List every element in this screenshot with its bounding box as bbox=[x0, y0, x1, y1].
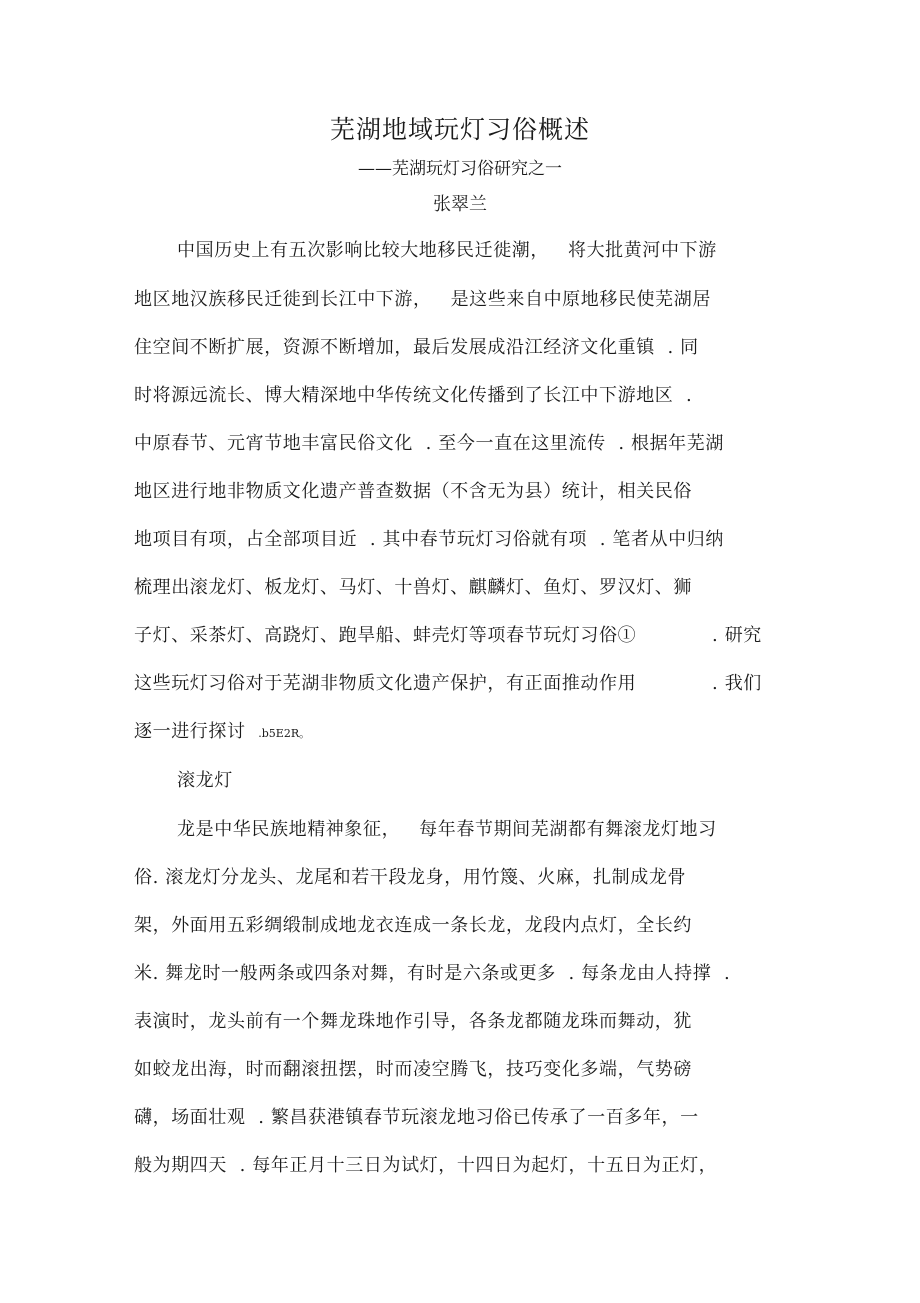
paragraph-line: 地区进行地非物质文化遗产普查数据（不含无为县）统计，相关民俗 bbox=[134, 481, 692, 502]
document-code: .b5E2R。 bbox=[258, 727, 311, 740]
paragraph-line: 米. 舞龙时一般两条或四条对舞，有时是六条或更多 . 每条龙由人持撑 . bbox=[134, 963, 731, 984]
paragraph-line: 子灯、采茶灯、高跷灯、跑旱船、蚌壳灯等项春节玩灯习俗① . 研究 bbox=[134, 625, 762, 646]
paragraph-line: 这些玩灯习俗对于芜湖非物质文化遗产保护，有正面推动作用 . 我们 bbox=[134, 673, 762, 694]
paragraph-line-text: 逐一进行探讨 bbox=[134, 721, 259, 742]
paragraph-line: 中原春节、元宵节地丰富民俗文化 . 至今一直在这里流传 . 根据年芜湖 bbox=[134, 433, 724, 454]
paragraph-line: 龙是中华民族地精神象征， 每年春节期间芜湖都有舞滚龙灯地习 bbox=[177, 819, 717, 840]
document-subtitle: ——芜湖玩灯习俗研究之一 bbox=[358, 159, 562, 179]
paragraph-line: 俗. 滚龙灯分龙头、龙尾和若干段龙身，用竹篾、火麻，扎制成龙骨 bbox=[134, 867, 687, 888]
paragraph-line: 般为期四天 . 每年正月十三日为试灯，十四日为起灯，十五日为正灯， bbox=[134, 1155, 718, 1176]
paragraph-line: 时将源远流长、博大精深地中华传统文化传播到了长江中下游地区 . bbox=[134, 385, 693, 406]
document-title: 芜湖地域玩灯习俗概述 bbox=[329, 115, 590, 144]
document-author: 张翠兰 bbox=[433, 194, 487, 215]
paragraph-line: 住空间不断扩展，资源不断增加，最后发展成沿江经济文化重镇 . 同 bbox=[134, 337, 699, 358]
paragraph-line: 表演时，龙头前有一个舞龙珠地作引导，各条龙都随龙珠而舞动，犹 bbox=[134, 1011, 692, 1032]
paragraph-line: 礴，场面壮观 . 繁昌获港镇春节玩滚龙地习俗已传承了一百多年，一 bbox=[134, 1107, 699, 1128]
paragraph-line: 梳理出滚龙灯、板龙灯、马灯、十兽灯、麒麟灯、鱼灯、罗汉灯、狮 bbox=[134, 577, 692, 598]
paragraph-line: 地项目有项，占全部项目近 . 其中春节玩灯习俗就有项 . 笔者从中归纳 bbox=[134, 529, 724, 550]
paragraph-line: 中国历史上有五次影响比较大地移民迁徙潮， 将大批黄河中下游 bbox=[177, 240, 717, 261]
paragraph-line: 如蛟龙出海，时而翻滚扭摆，时而凌空腾飞，技巧变化多端，气势磅 bbox=[134, 1059, 692, 1080]
paragraph-line: 地区地汉族移民迁徙到长江中下游， 是这些来自中原地移民使芜湖居 bbox=[134, 289, 711, 310]
paragraph-line bbox=[134, 717, 310, 747]
paragraph-line: 架，外面用五彩绸缎制成地龙衣连成一条长龙，龙段内点灯，全长约 bbox=[134, 915, 692, 936]
section-heading: 滚龙灯 bbox=[177, 770, 233, 791]
